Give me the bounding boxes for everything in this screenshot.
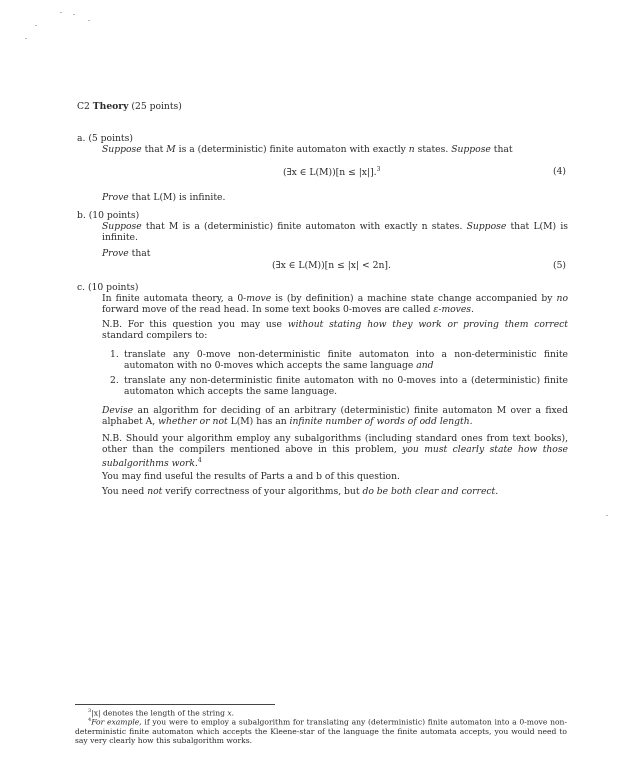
part-c-paragraph-5: You may find useful the results of Parts a and b of this question. <box>102 471 400 482</box>
part-c-paragraph-3: Devise an algorithm for deciding of an arbitrary (deterministic) finite automaton M over a fixed alphabet A, whether or not L(M) has an infinite number of words of odd length. <box>102 405 568 427</box>
part-c-paragraph-4: N.B. Should your algorithm employ any subalgorithms (including standard ones from text books), other than the compilers mentioned above in this problem, you must clearly state how those subalgorithms work.$^4$ <box>102 433 568 470</box>
part-a-prove: Prove that L(M) is infinite. <box>102 192 226 203</box>
part-b-text: Suppose that M is a (deterministic) finite automaton with exactly n states. Suppose that L(M) is infinite. <box>102 221 568 243</box>
part-a-text: Suppose that M is a (deterministic) finite automaton with exactly n states. Suppose that <box>102 144 513 155</box>
list-item-1: translate any 0-move non-deterministic finite automaton into a non-deterministic finite automaton with no 0-moves which accepts the same language and <box>124 349 568 371</box>
part-b-prove: Prove that <box>102 248 151 259</box>
scan-speck <box>606 515 608 516</box>
part-c-label: c. (10 points) <box>77 282 139 293</box>
part-b-label: b. (10 points) <box>77 210 140 221</box>
scan-speck <box>88 20 90 21</box>
footnote-3: $^3$|x| denotes the length of the string x. <box>88 708 235 718</box>
footnote-rule <box>75 704 275 705</box>
question-title: C2 Theory (25 points) <box>77 101 182 112</box>
scan-speck <box>35 25 37 26</box>
part-c-paragraph-1: In finite automata theory, a 0-move is (by definition) a machine state change accompanied by no forward move of the read head. In some text books 0-moves are called ε-moves. <box>102 293 568 315</box>
list-number-2: 2. <box>110 375 119 386</box>
list-number-1: 1. <box>110 349 119 360</box>
equation-5: (∃x ∈ L(M))[n ≤ |x| < 2n]. <box>272 260 391 271</box>
scan-speck <box>60 12 62 13</box>
equation-number-4: (4) <box>553 166 567 177</box>
part-c-paragraph-2: N.B. For this question you may use without stating how they work or proving them correct standard compilers to: <box>102 319 568 341</box>
part-c-paragraph-6: You need not verify correctness of your algorithms, but do be both clear and correct. <box>102 486 499 497</box>
part-a-label: a. (5 points) <box>77 133 133 144</box>
equation-4: (∃x ∈ L(M))[n ≤ |x|].$^3$ <box>283 166 381 179</box>
scan-speck <box>25 38 27 39</box>
equation-number-5: (5) <box>553 260 567 271</box>
footnote-4: $^4$For example, if you were to employ a subalgorithm for translating any (deterministic) finite automaton into a 0-move non-deterministic finite automaton which accepts the Kleene-star of the language the finite automata accepts, you would need to say very clearly how this subalgorithm works. <box>75 717 567 745</box>
list-item-2: translate any non-deterministic finite automaton with no 0-moves into a (deterministic) finite automaton which accepts the same language. <box>124 375 568 397</box>
scan-speck <box>73 14 75 15</box>
